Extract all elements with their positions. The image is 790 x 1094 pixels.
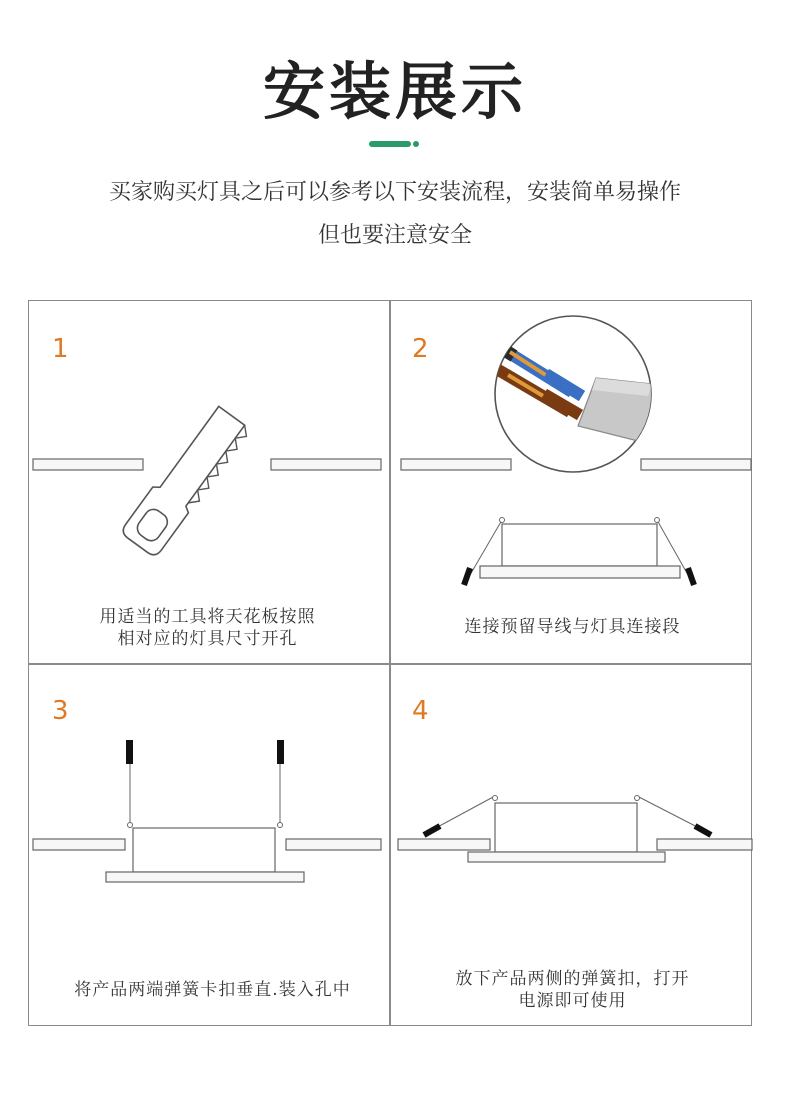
ceiling-board-left — [398, 839, 490, 850]
step-number-1: 1 — [52, 334, 69, 364]
step-3-caption — [40, 979, 385, 1001]
step-3-caption-line-1: 将产品两端弹簧卡扣垂直.装入孔中 — [74, 980, 351, 1000]
step-number-2: 2 — [412, 334, 429, 364]
intro-text-line-2: 但也要注意安全 — [317, 223, 472, 248]
page-title: 安装展示 — [262, 55, 527, 128]
ceiling-board-left — [33, 459, 143, 470]
downlight-installed-icon — [424, 796, 711, 863]
intro-text-line-1: 买家购买灯具之后可以参考以下安装流程，安装简单易操作 — [108, 180, 681, 205]
step-1-illustration — [33, 403, 381, 559]
step-2-illustration — [401, 316, 751, 585]
step-4-caption-line-1: 放下产品两侧的弹簧扣，打开 — [455, 969, 690, 989]
step-2-caption-line-1: 连接预留导线与灯具连接段 — [464, 617, 681, 637]
step-4-caption — [400, 968, 745, 1012]
ceiling-board-right — [641, 459, 751, 470]
wire-connector-icon — [478, 316, 652, 472]
step-4-caption-line-2: 电源即可使用 — [518, 991, 627, 1011]
ceiling-board-right — [657, 839, 752, 850]
step-1-caption-line-1: 用适当的工具将天花板按照 — [99, 607, 316, 627]
step-number-3: 3 — [52, 696, 69, 726]
step-2-caption — [400, 616, 745, 638]
ceiling-board-right — [286, 839, 381, 850]
ceiling-board-right — [271, 459, 381, 470]
step-1-caption — [40, 606, 375, 650]
downlight-springs-up-icon — [106, 740, 304, 882]
step-3-illustration — [33, 740, 381, 882]
step-4-illustration — [398, 796, 752, 863]
step-1-caption-line-2: 相对应的灯具尺寸开孔 — [117, 629, 298, 649]
saw-icon — [120, 403, 251, 559]
downlight-icon — [464, 518, 694, 586]
step-number-4: 4 — [412, 696, 429, 726]
ceiling-board-left — [401, 459, 511, 470]
ceiling-board-left — [33, 839, 125, 850]
